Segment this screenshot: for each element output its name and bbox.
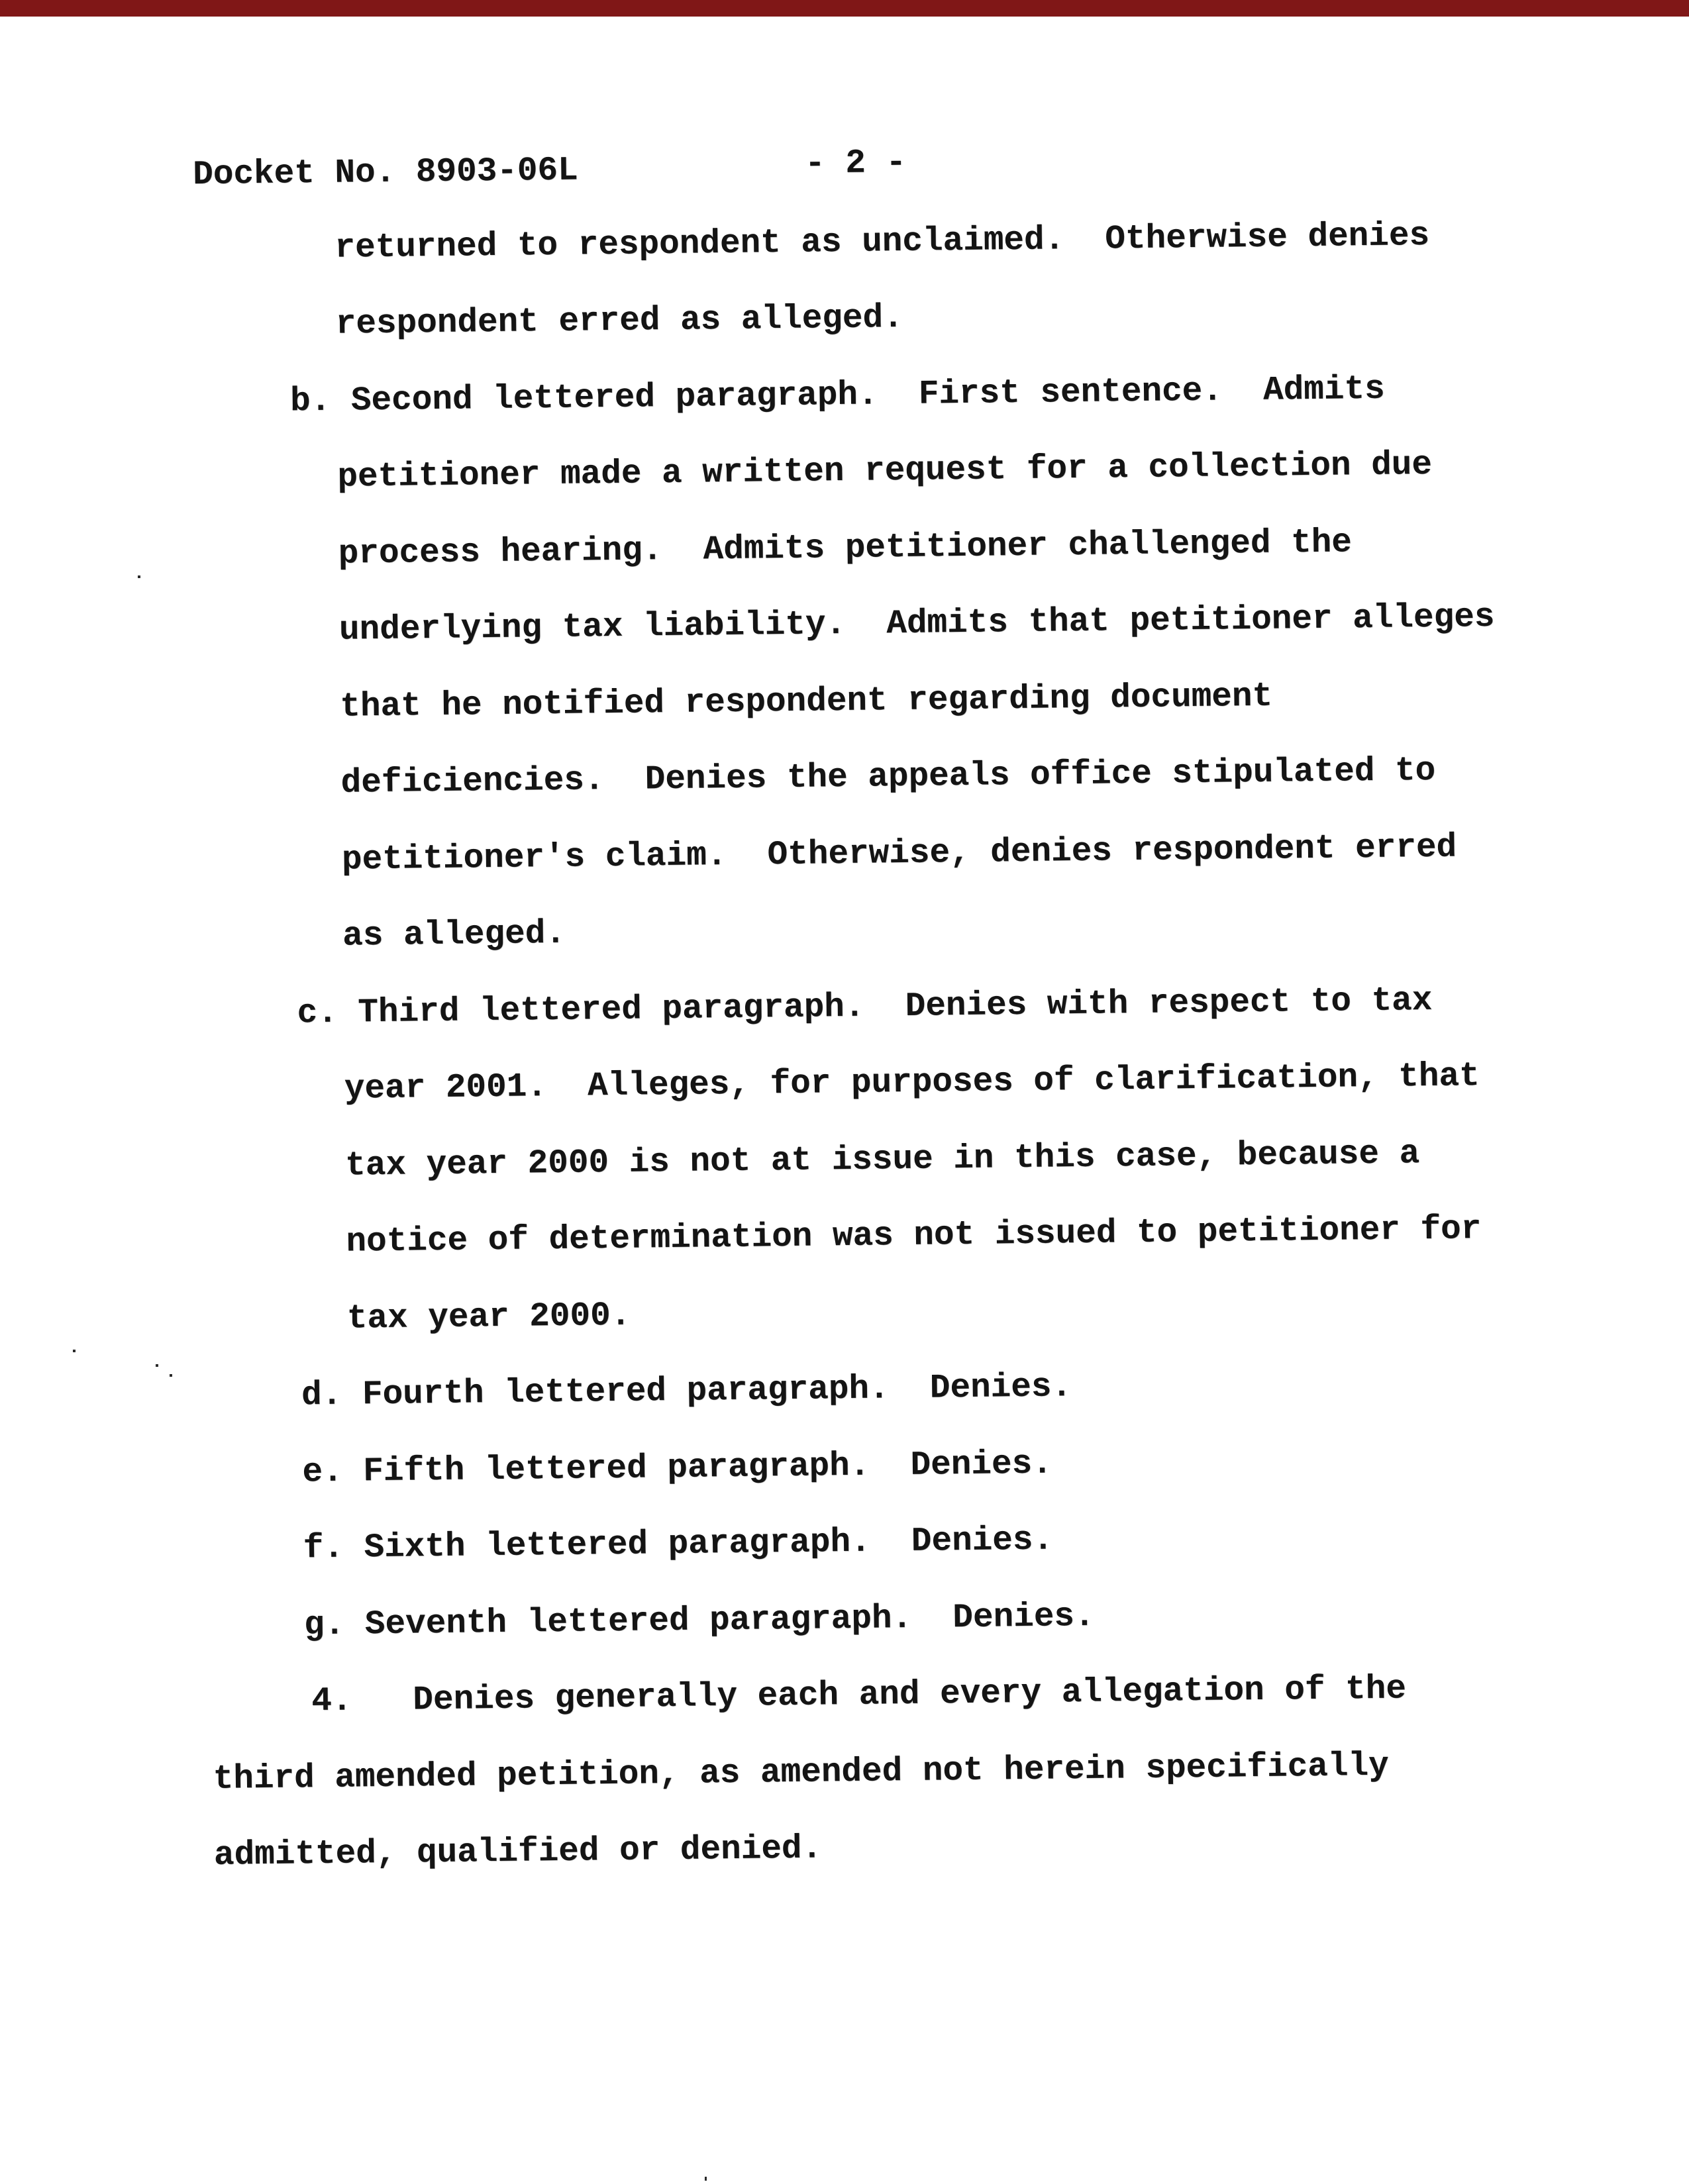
- text-line: admitted, qualified or denied.: [213, 1830, 823, 1875]
- text-line: c. Third lettered paragraph. Denies with respect to tax: [297, 981, 1433, 1033]
- text-line: g. Seventh lettered paragraph. Denies.: [303, 1597, 1095, 1645]
- text-line: that he notified respondent regarding document: [340, 677, 1273, 726]
- scan-speck: [73, 1350, 76, 1352]
- text-line: respondent erred as alleged.: [335, 299, 904, 344]
- text-line: deficiencies. Denies the appeals office stipulated to: [340, 752, 1436, 803]
- text-line: notice of determination was not issued to petitioner for: [346, 1211, 1482, 1262]
- text-line: e. Fifth lettered paragraph. Denies.: [302, 1445, 1053, 1492]
- scan-speck: [138, 575, 140, 578]
- scan-speck: [156, 1364, 158, 1367]
- text-line: underlying tax liability. Admits that petitioner alleges: [338, 598, 1495, 650]
- page-number: - 2 -: [804, 144, 907, 183]
- text-line: f. Sixth lettered paragraph. Denies.: [303, 1521, 1054, 1568]
- scan-speck: [705, 2177, 707, 2181]
- text-line: 4. Denies generally each and every allegation of the: [311, 1670, 1407, 1721]
- text-line: as alleged.: [342, 915, 566, 956]
- text-line: third amended petition, as amended not herein specifically: [213, 1747, 1390, 1799]
- scan-speck: [170, 1374, 172, 1377]
- text-line: petitioner made a written request for a collection due: [337, 446, 1433, 497]
- text-line: d. Fourth lettered paragraph. Denies.: [301, 1368, 1072, 1415]
- text-line: petitioner's claim. Otherwise, denies respondent erred: [341, 828, 1457, 879]
- docket-number: Docket No. 8903-06L: [192, 152, 579, 195]
- text-line: tax year 2000 is not at issue in this case, because a: [344, 1135, 1420, 1185]
- text-line: tax year 2000.: [346, 1297, 631, 1338]
- text-line: returned to respondent as unclaimed. Otherwise denies: [334, 217, 1430, 268]
- text-line: process hearing. Admits petitioner challenged the: [338, 524, 1353, 573]
- text-line: year 2001. Alleges, for purposes of clarification, that: [344, 1058, 1480, 1109]
- text-line: b. Second lettered paragraph. First sentence. Admits: [289, 370, 1386, 421]
